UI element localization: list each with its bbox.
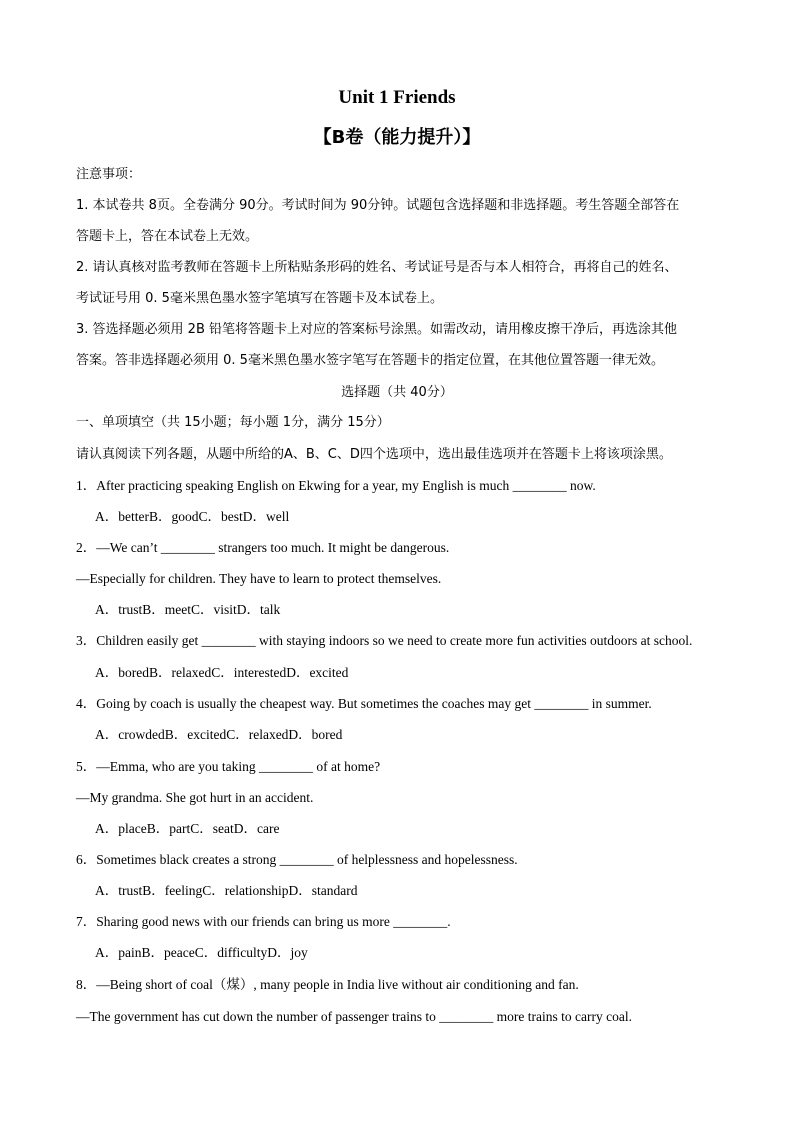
page-title: Unit 1 Friends [338, 87, 456, 108]
question-3-options: A．boredB．relaxedC．interestedD．excited [95, 665, 349, 680]
part-heading: 一、单项填空（共 15小题；每小题 1分，满分 15分） [76, 415, 390, 430]
question-6-options: A．trustB．feelingC．relationshipD．standard [95, 883, 358, 898]
note-line: 考试证号用 0. 5毫米黑色墨水签字笔填写在答题卡及本试卷上。 [76, 291, 443, 306]
question-4-options: A．crowdedB．excitedC．relaxedD．bored [95, 727, 343, 742]
section-title: 选择题（共 40分） [341, 385, 453, 400]
note-line: 答案。答非选择题必须用 0. 5毫米黑色墨水签字笔写在答题卡的指定位置，在其他位置答题一律无效。 [76, 353, 664, 368]
part-instruction: 请认真阅读下列各题，从题中所给的A、B、C、D四个选项中，选出最佳选项并在答题卡上将该项涂黑。 [76, 447, 672, 462]
question-4-stem: 4．Going by coach is usually the cheapest way. But sometimes the coaches may get ________ in summer. [76, 696, 652, 711]
question-7-stem: 7．Sharing good news with our friends can bring us more ________. [76, 914, 451, 929]
question-8-stem: 8．—Being short of coal（煤）, many people in India live without air conditioning and fan. [76, 977, 579, 992]
question-5-reply: —My grandma. She got hurt in an accident. [76, 790, 314, 805]
question-5-options: A．placeB．partC．seatD．care [95, 821, 280, 836]
question-2-options: A．trustB．meetC．visitD．talk [95, 602, 281, 617]
paper-subtitle: 【B卷（能力提升）】 [313, 127, 481, 148]
question-1-options: A．betterB．goodC．bestD．well [95, 509, 290, 524]
question-6-stem: 6．Sometimes black creates a strong ________ of helplessness and hopelessness. [76, 852, 518, 867]
note-line: 2. 请认真核对监考教师在答题卡上所粘贴条形码的姓名、考试证号是否与本人相符合，再将自己的姓名、 [76, 260, 678, 275]
question-2-stem: 2．—We can’t ________ strangers too much. It might be dangerous. [76, 540, 450, 555]
question-5-stem: 5．—Emma, who are you taking ________ of at home? [76, 759, 381, 774]
question-7-options: A．painB．peaceC．difficultyD．joy [95, 945, 308, 960]
note-line: 1. 本试卷共 8页。全卷满分 90分。考试时间为 90分钟。试题包含选择题和非选择题。考生答题全部答在 [76, 198, 680, 213]
note-line: 答题卡上，答在本试卷上无效。 [76, 229, 259, 244]
question-8-reply: —The government has cut down the number of passenger trains to ________ more trains to carry coal. [76, 1009, 632, 1024]
note-line: 3. 答选择题必须用 2B 铅笔将答题卡上对应的答案标号涂黑。如需改动，请用橡皮擦干净后，再选涂其他 [76, 322, 677, 337]
question-1-stem: 1．After practicing speaking English on Ekwing for a year, my English is much ________ now. [76, 478, 596, 493]
question-3-stem: 3．Children easily get ________ with staying indoors so we need to create more fun activities outdoors at school. [76, 633, 693, 648]
notes-heading: 注意事项： [76, 167, 142, 182]
question-2-reply: —Especially for children. They have to learn to protect themselves. [76, 571, 442, 586]
